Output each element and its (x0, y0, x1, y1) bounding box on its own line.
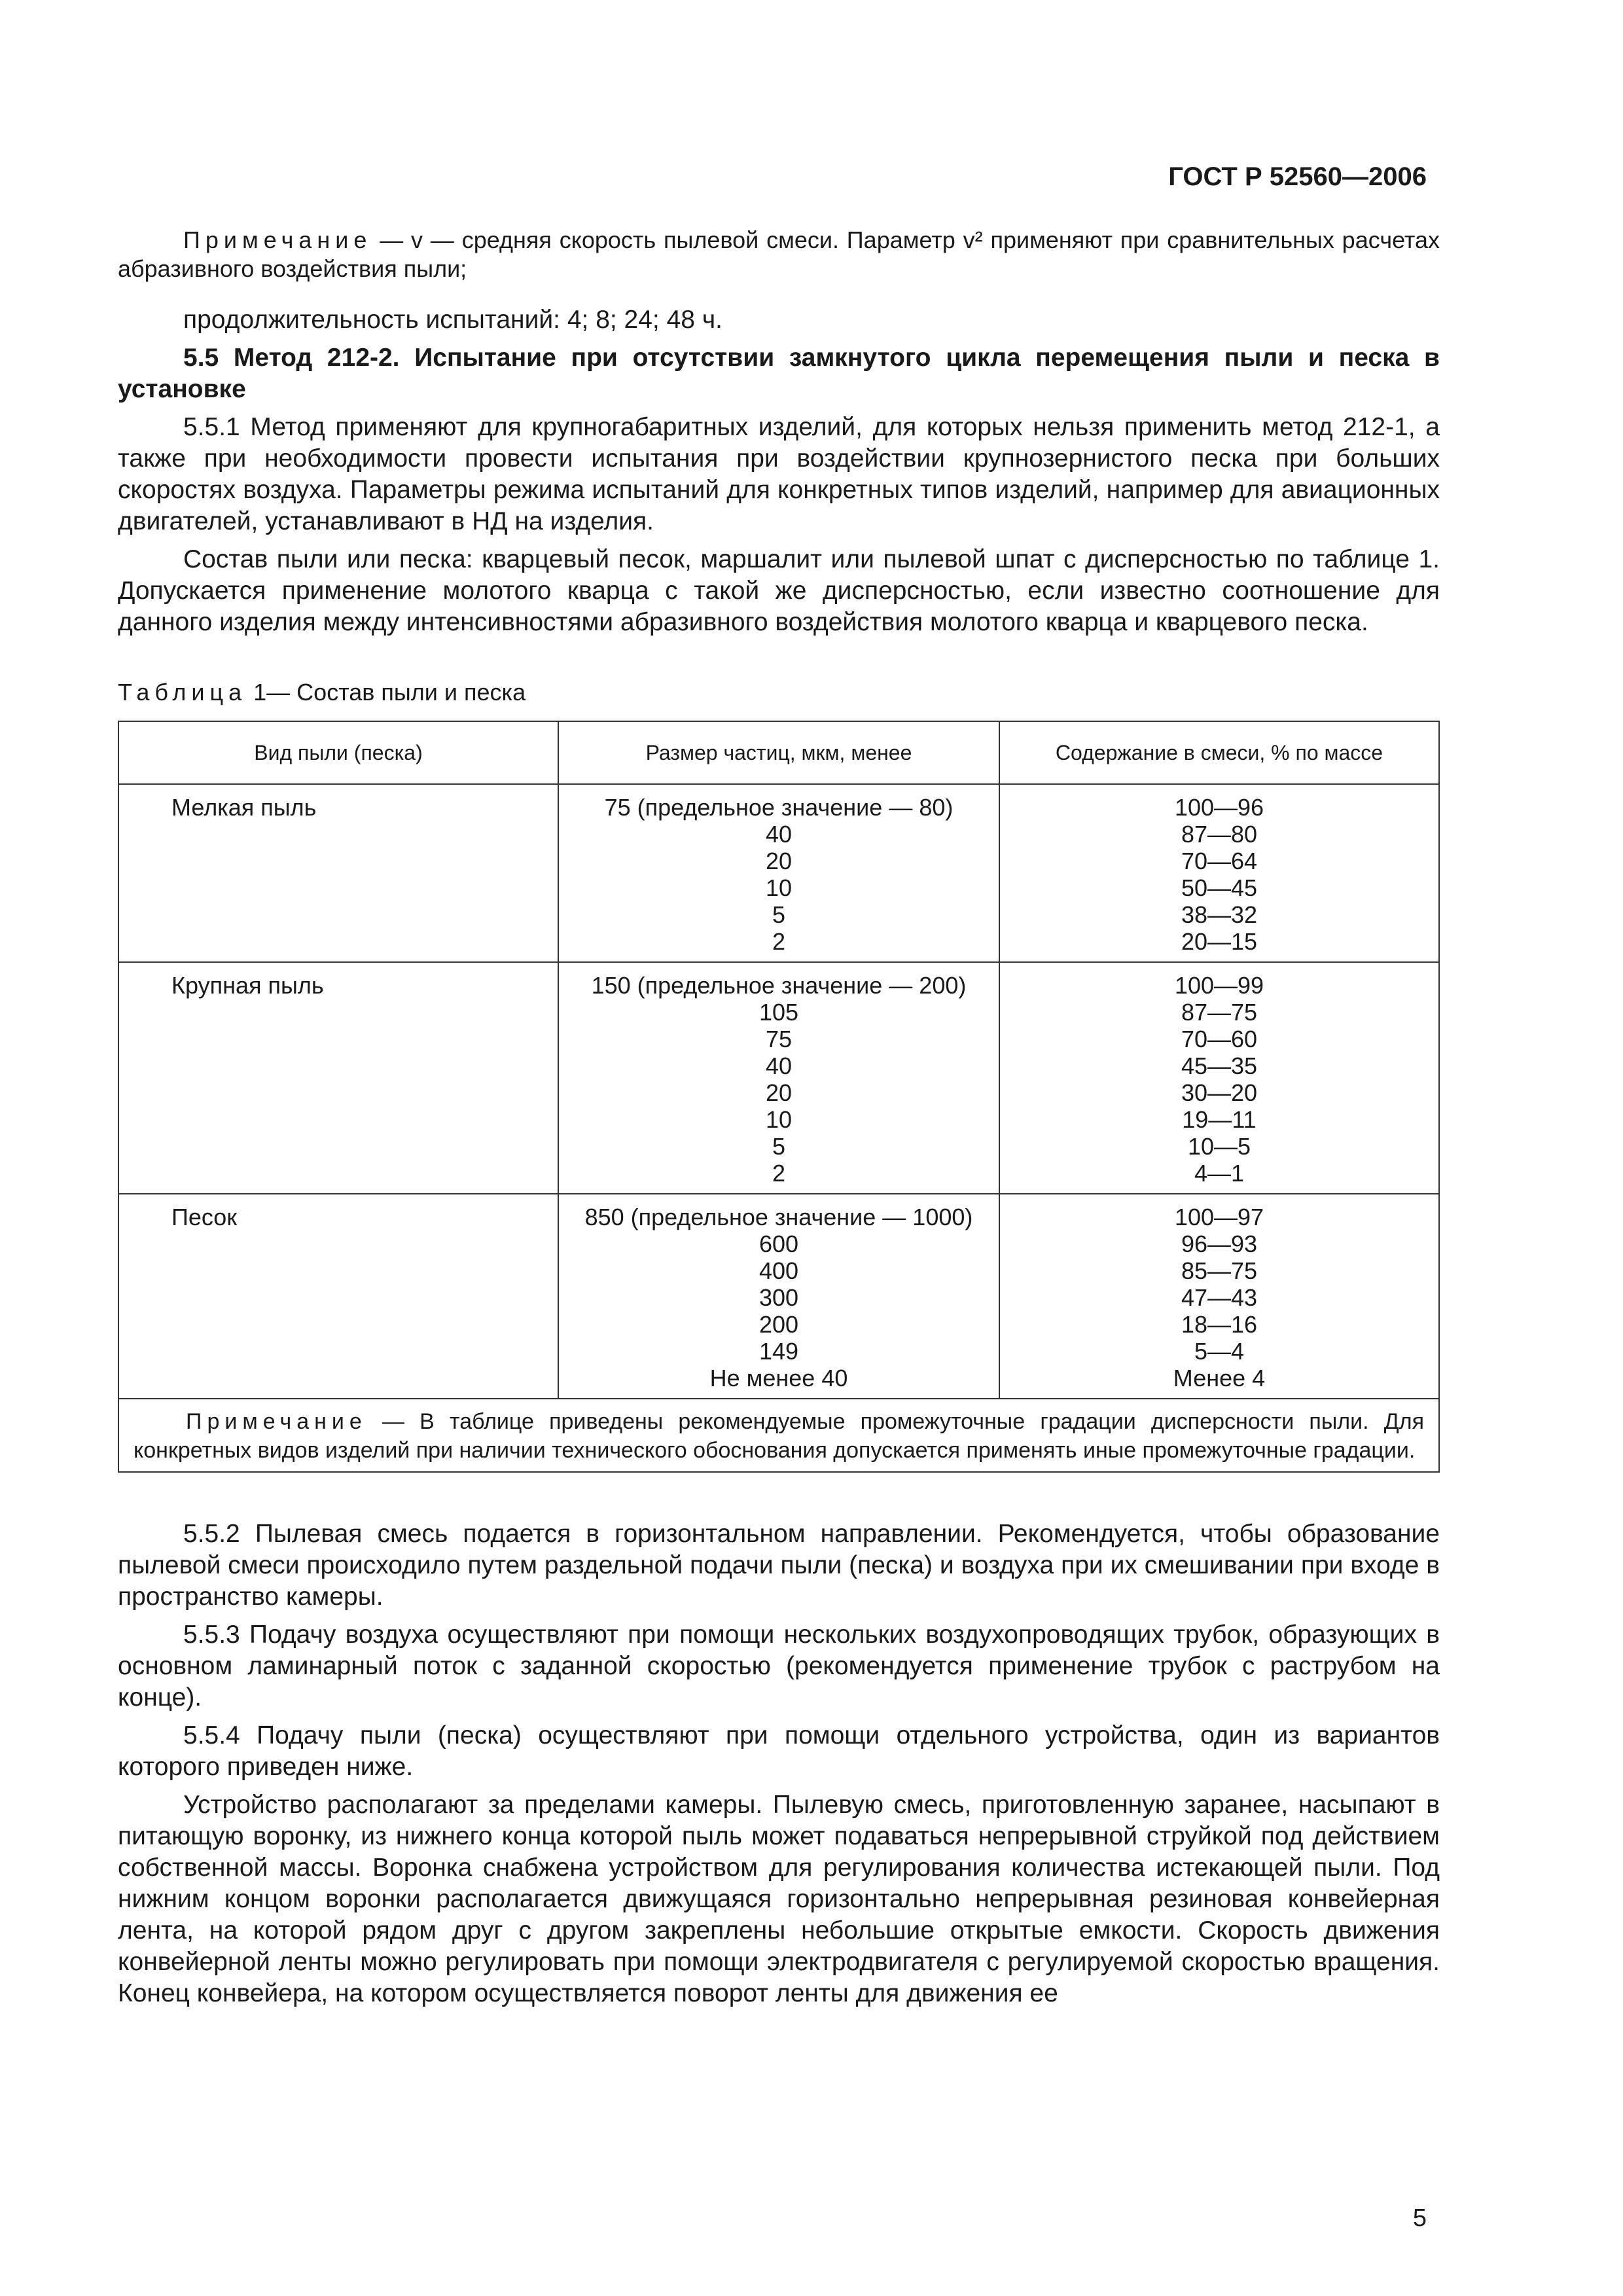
table-caption-text: 1— Состав пыли и песка (247, 679, 526, 706)
note-label: Примечание (183, 226, 372, 253)
particle-size-value: Не менее 40 (709, 1365, 848, 1391)
table-note-text: — В таблице приведены рекомендуемые промежуточные градации дисперсности пыли. Для конкретных видов изделий при наличии технического обоснования допускается применять иные промежуточные градации. (134, 1409, 1424, 1463)
table-header-row (118, 721, 1439, 784)
table-note-label: Примечание (186, 1409, 367, 1434)
particle-size-value: 5 (772, 901, 785, 928)
section-title: 5.5 Метод 212-2. Испытание при отсутствии замкнутого цикла перемещения пыли и песка в установке (118, 344, 1440, 403)
dust-composition-table (118, 721, 1440, 1473)
particle-size-value: 149 (758, 1338, 799, 1365)
particle-size-value: 40 (765, 1052, 792, 1079)
intro-note (118, 226, 1440, 283)
particle-size-value: 300 (758, 1284, 799, 1311)
particle-size-value: 20 (765, 848, 792, 874)
document-body (118, 226, 1440, 2009)
particle-size-value: 850 (предельное значение — 1000) (584, 1204, 973, 1230)
mass-content-value: 100—99 (1174, 972, 1264, 999)
column-header: Содержание в смеси, % по массе (999, 721, 1439, 784)
mass-content-value: 10—5 (1187, 1133, 1251, 1160)
particle-size-value: 150 (предельное значение — 200) (591, 972, 967, 999)
mass-content-value: 100—97 (1174, 1204, 1264, 1230)
paragraph-5-5-3: 5.5.3 Подачу воздуха осуществляют при помощи нескольких воздухопроводящих трубок, образующих в основном ламинарный поток с заданной скоростью (рекомендуется применение трубок с раструбом на конце). (118, 1621, 1440, 1712)
mass-content-value: 18—16 (1181, 1311, 1258, 1338)
particle-size-value: 10 (765, 1106, 792, 1133)
table-note (118, 1399, 1439, 1472)
particle-size-value: 2 (772, 1160, 785, 1187)
paragraph-device: Устройство располагают за пределами камеры. Пылевую смесь, приготовленную заранее, насыпают в питающую воронку, из нижнего конца которой пыль может подаваться непрерывной струйкой под действием собственной массы. Воронка снабжена устройством для регулирования количества истекающей пыли. Под нижним концом воронки располагается движущаяся горизонтально непрерывная резиновая конвейерная лента, на которой рядом друг с другом закреплены небольшие открытые емкости. Скорость движения конвейерной ленты можно регулировать при помощи электродвигателя с регулируемой скоростью вращения. Конец конвейера, на котором осуществляется поворот ленты для движения ее (118, 1791, 1440, 2007)
particle-size-value: 20 (765, 1079, 792, 1106)
particle-size-value: 40 (765, 821, 792, 848)
table-body (118, 784, 1439, 1399)
table-row (118, 784, 1439, 962)
column-header: Размер частиц, мкм, менее (558, 721, 999, 784)
particle-size-value: 75 (предельное значение — 80) (604, 794, 954, 821)
mass-content-value: 47—43 (1181, 1284, 1258, 1311)
particle-size-value: 2 (772, 928, 785, 955)
mass-content-value: 100—96 (1174, 794, 1264, 821)
mass-content-value: 5—4 (1194, 1338, 1245, 1365)
mass-content-value: 45—35 (1181, 1052, 1258, 1079)
particle-size-value: 200 (758, 1311, 799, 1338)
particle-size-cell (558, 1194, 999, 1399)
paragraph-composition: Состав пыли или песка: кварцевый песок, маршалит или пылевой шпат с дисперсностью по таблице 1. Допускается применение молотого кварца с такой же дисперсностью, если известно соотношение для данного изделия между интенсивностями абразивного воздействия молотого кварца и кварцевого песка. (118, 545, 1440, 636)
mass-content-value: 20—15 (1181, 928, 1258, 955)
paragraph-5-5-2: 5.5.2 Пылевая смесь подается в горизонтальном направлении. Рекомендуется, чтобы образование пылевой смеси происходило путем раздельной подачи пыли (песка) и воздуха при их смешивании при входе в пространство камеры. (118, 1520, 1440, 1611)
dust-kind-cell: Мелкая пыль (118, 784, 558, 962)
particle-size-value: 105 (758, 999, 799, 1026)
table-caption (118, 679, 1440, 706)
mass-content-cell (999, 1194, 1439, 1399)
particle-size-cell (558, 784, 999, 962)
paragraph-5-5-4: 5.5.4 Подачу пыли (песка) осуществляют при помощи отдельного устройства, один из вариантов которого приведен ниже. (118, 1721, 1440, 1781)
mass-content-value: 19—11 (1182, 1106, 1257, 1133)
mass-content-value: 87—80 (1181, 821, 1258, 848)
paragraph-5-5-1: 5.5.1 Метод применяют для крупногабаритных изделий, для которых нельзя применить метод 212-1, а также при необходимости провести испытания при воздействии крупнозернистого песка при больших скоростях воздуха. Параметры режима испытаний для конкретных типов изделий, например для авиационных двигателей, устанавливают в НД на изделия. (118, 413, 1440, 535)
dust-kind-cell: Песок (118, 1194, 558, 1399)
table-row (118, 962, 1439, 1194)
table-note-row (118, 1399, 1439, 1472)
page-number: 5 (1412, 2204, 1427, 2232)
document-id: ГОСТ Р 52560—2006 (1168, 162, 1427, 191)
mass-content-value: 96—93 (1181, 1230, 1258, 1257)
mass-content-cell (999, 784, 1439, 962)
particle-size-value: 600 (758, 1230, 799, 1257)
mass-content-value: 87—75 (1181, 999, 1258, 1026)
particle-size-value: 5 (772, 1133, 785, 1160)
mass-content-value: Менее 4 (1173, 1365, 1266, 1391)
mass-content-value: 85—75 (1181, 1257, 1258, 1284)
mass-content-value: 38—32 (1181, 901, 1258, 928)
dust-kind-cell: Крупная пыль (118, 962, 558, 1194)
note-text: — v — средняя скорость пылевой смеси. Параметр v² применяют при сравнительных расчетах абразивного воздействия пыли; (118, 226, 1440, 282)
mass-content-value: 70—64 (1181, 848, 1258, 874)
mass-content-value: 70—60 (1181, 1026, 1258, 1052)
table-row (118, 1194, 1439, 1399)
particle-size-cell (558, 962, 999, 1194)
duration-line: продолжительность испытаний: 4; 8; 24; 48 ч. (183, 306, 722, 334)
particle-size-value: 400 (758, 1257, 799, 1284)
mass-content-value: 50—45 (1181, 874, 1258, 901)
column-header: Вид пыли (песка) (118, 721, 558, 784)
mass-content-value: 30—20 (1181, 1079, 1258, 1106)
mass-content-cell (999, 962, 1439, 1194)
mass-content-value: 4—1 (1194, 1160, 1245, 1187)
table-caption-label: Таблица (118, 679, 247, 706)
particle-size-value: 10 (765, 874, 792, 901)
particle-size-value: 75 (765, 1026, 792, 1052)
